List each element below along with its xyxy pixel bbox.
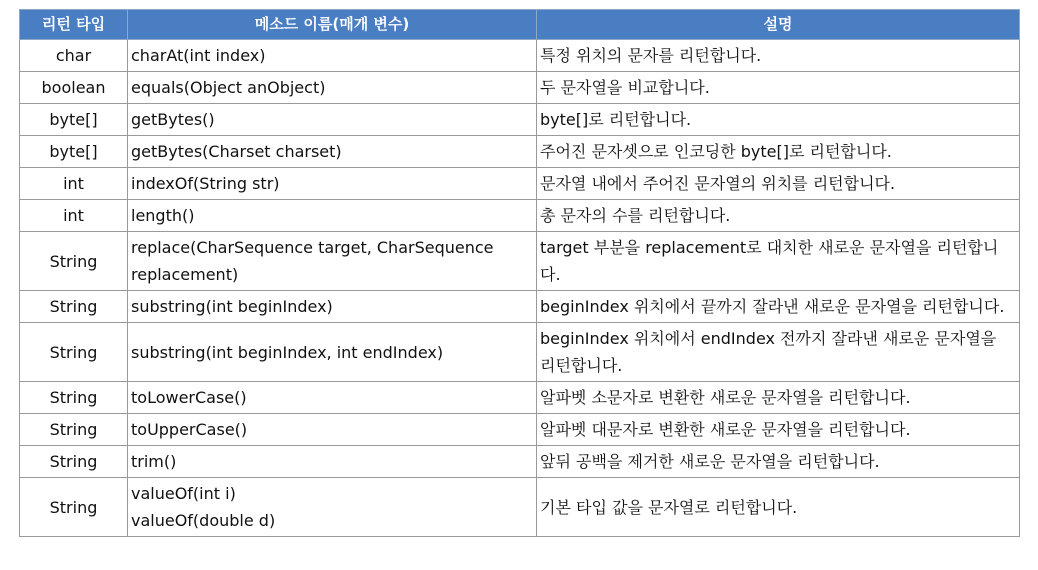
return-type-cell: char: [20, 40, 128, 72]
header-description: 설명: [537, 10, 1020, 40]
method-cell: [128, 136, 537, 168]
method-cell: [128, 232, 537, 291]
method-signature: substring(int beginIndex): [131, 297, 333, 316]
method-signature: replace(CharSequence target, CharSequence replacement): [131, 238, 494, 284]
method-cell: [128, 414, 537, 446]
return-type-cell: boolean: [20, 72, 128, 104]
description-cell: target 부분을 replacement로 대치한 새로운 문자열을 리턴합니다.: [537, 232, 1020, 291]
method-cell: [128, 72, 537, 104]
table-row: [20, 382, 1020, 414]
table-row: [20, 232, 1020, 291]
return-type-cell: byte[]: [20, 136, 128, 168]
table-row: [20, 72, 1020, 104]
table-row: [20, 136, 1020, 168]
description-cell: 알파벳 대문자로 변환한 새로운 문자열을 리턴합니다.: [537, 414, 1020, 446]
method-cell: [128, 168, 537, 200]
method-cell: [128, 40, 537, 72]
method-cell: [128, 446, 537, 478]
table-row: [20, 323, 1020, 382]
method-signature: charAt(int index): [131, 46, 266, 65]
description-cell: 총 문자의 수를 리턴합니다.: [537, 200, 1020, 232]
method-signature: trim(): [131, 452, 177, 471]
return-type-cell: String: [20, 291, 128, 323]
return-type-cell: int: [20, 200, 128, 232]
method-cell: [128, 200, 537, 232]
description-cell: 기본 타입 값을 문자열로 리턴합니다.: [537, 478, 1020, 537]
method-signature: valueOf(double d): [131, 511, 276, 530]
header-method: 메소드 이름(매개 변수): [128, 10, 537, 40]
method-signature: equals(Object anObject): [131, 78, 326, 97]
method-signature: substring(int beginIndex, int endIndex): [131, 342, 444, 362]
method-cell: [128, 382, 537, 414]
description-cell: 두 문자열을 비교합니다.: [537, 72, 1020, 104]
string-methods-table: [19, 9, 1020, 537]
return-type-cell: String: [20, 382, 128, 414]
method-signature: toLowerCase(): [131, 388, 247, 407]
method-signature: getBytes(): [131, 110, 215, 129]
description-cell: beginIndex 위치에서 끝까지 잘라낸 새로운 문자열을 리턴합니다.: [537, 291, 1020, 323]
method-signature: indexOf(String str): [131, 174, 280, 193]
table-header-row: [20, 10, 1020, 40]
string-methods-table-container: [19, 9, 1019, 537]
description-cell: 알파벳 소문자로 변환한 새로운 문자열을 리턴합니다.: [537, 382, 1020, 414]
method-cell: [128, 323, 537, 382]
table-row: [20, 104, 1020, 136]
table-row: [20, 200, 1020, 232]
table-row: [20, 446, 1020, 478]
method-signature: valueOf(int i): [131, 484, 236, 503]
table-row: [20, 168, 1020, 200]
table-row: [20, 291, 1020, 323]
return-type-cell: String: [20, 478, 128, 537]
return-type-cell: int: [20, 168, 128, 200]
description-cell: 주어진 문자셋으로 인코딩한 byte[]로 리턴합니다.: [537, 136, 1020, 168]
method-cell: [128, 478, 537, 537]
table-body: [20, 40, 1020, 537]
return-type-cell: String: [20, 446, 128, 478]
description-cell: beginIndex 위치에서 endIndex 전까지 잘라낸 새로운 문자열을 리턴합니다.: [537, 323, 1020, 382]
return-type-cell: String: [20, 232, 128, 291]
table-row: [20, 478, 1020, 537]
method-signature: getBytes(Charset charset): [131, 142, 342, 161]
description-cell: 특정 위치의 문자를 리턴합니다.: [537, 40, 1020, 72]
return-type-cell: String: [20, 323, 128, 382]
table-row: [20, 40, 1020, 72]
return-type-cell: byte[]: [20, 104, 128, 136]
description-cell: 앞뒤 공백을 제거한 새로운 문자열을 리턴합니다.: [537, 446, 1020, 478]
method-cell: [128, 291, 537, 323]
header-return-type: 리턴 타입: [20, 10, 128, 40]
return-type-cell: String: [20, 414, 128, 446]
method-cell: [128, 104, 537, 136]
description-cell: byte[]로 리턴합니다.: [537, 104, 1020, 136]
table-row: [20, 414, 1020, 446]
method-signature: toUpperCase(): [131, 420, 248, 439]
method-signature: length(): [131, 206, 195, 225]
description-cell: 문자열 내에서 주어진 문자열의 위치를 리턴합니다.: [537, 168, 1020, 200]
